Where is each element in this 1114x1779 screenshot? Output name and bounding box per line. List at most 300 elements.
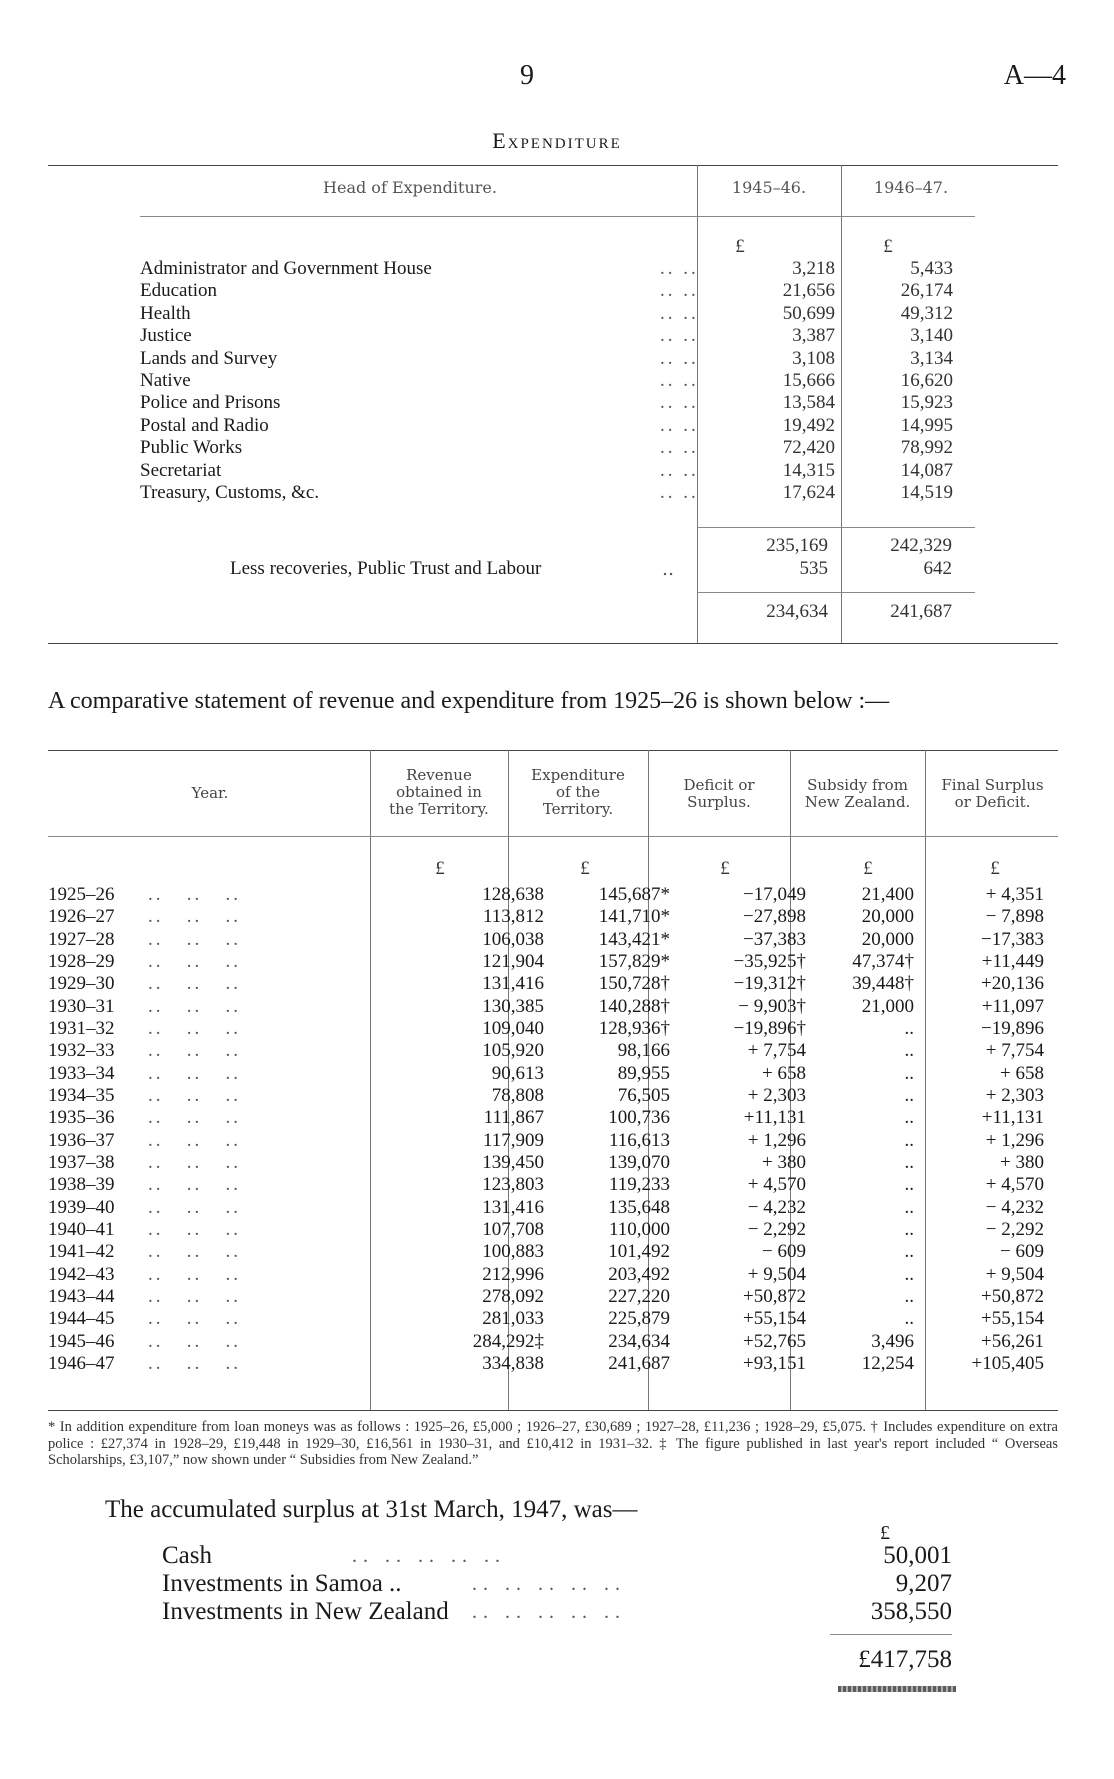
deficit-column-header [650,777,788,811]
final-surplus-cell: +56,261 [981,1330,1044,1352]
year-cell: 1939–40 [48,1196,115,1218]
comparative-row [48,1353,1058,1375]
value-1945-46: 3,387 [792,325,835,347]
leader-dots: .. .. .. [148,973,241,995]
expenditure-cell: 101,492 [608,1241,670,1263]
deficit-surplus-cell: +55,154 [743,1308,806,1330]
value-1945-46: 19,492 [782,414,835,436]
subsidy-column-header [792,777,923,811]
expenditure-row [140,258,1000,280]
revenue-cell: 100,883 [482,1241,544,1263]
less-recoveries-1945-46: 535 [799,558,828,579]
value-1946-47: 3,140 [910,325,953,347]
subsidy-cell: .. [904,1308,914,1330]
final-surplus-cell: +20,136 [981,973,1044,995]
value-1946-47: 14,087 [900,459,953,481]
leader-dots: .. .. [660,347,699,369]
header-line: the Territory. [389,800,489,818]
subsidy-cell: .. [904,1062,914,1084]
final-surplus-cell: + 9,504 [985,1263,1044,1285]
deficit-surplus-cell: −35,925† [733,950,806,972]
rule [48,643,1058,644]
leader-dots: .. .. .. [148,928,241,950]
header-line: obtained in [396,783,482,801]
header-line: Final Surplus [941,776,1044,794]
leader-dots: .. .. [660,392,699,414]
leader-dots: .. .. [660,302,699,324]
comparative-intro: A comparative statement of revenue and expenditure from 1925–26 is shown below :— [48,688,890,714]
final-surplus-cell: +11,131 [981,1107,1044,1129]
value-1946-47: 78,992 [900,437,953,459]
revenue-cell: 131,416 [482,1196,544,1218]
leader-dots: .. .. .. [148,884,241,905]
value-1946-47: 14,995 [900,414,953,436]
item-label: Investments in New Zealand [162,1598,449,1625]
leader-dots: .. .. .. [148,1330,241,1352]
subsidy-cell: 12,254 [861,1352,914,1374]
currency-symbol: £ [580,858,590,879]
comparative-row [48,1286,1058,1308]
leader-dots: .. .. [660,459,699,481]
item-label: Cash [162,1542,212,1569]
deficit-surplus-cell: + 2,303 [747,1084,806,1106]
year-cell: 1946–47 [48,1352,115,1374]
revenue-cell: 107,708 [482,1218,544,1240]
rule [140,216,975,217]
currency-symbol: £ [883,236,893,257]
header-line: Deficit or [683,776,755,794]
footnotes: * In addition expenditure from loan moneys was as follows : 1925–26, £5,000 ; 1926–27, £30,689 ; 1927–28, £11,236 ; 1928–29, £5,075. † Includes expenditure on extra police : £27,374 in 1928–29, £19,448 in 1929–30, £16,561 in 1930–31, and £10,412 in 1931–32. ‡ The figure published in last year's report included “ Overseas Scholarships, £3,107,” now shown under “ Subsidies from New Zealand.” [48,1419,1058,1468]
expenditure-cell: 145,687* [598,884,670,905]
subsidy-cell: 21,400 [861,884,914,905]
final-surplus-cell: +11,097 [981,995,1044,1017]
final-surplus-cell: − 4,232 [985,1196,1044,1218]
subsidy-cell: .. [904,1218,914,1240]
currency-symbol: £ [720,858,730,879]
comparative-row [48,1264,1058,1286]
rule [48,750,1058,751]
revenue-cell: 78,808 [491,1084,544,1106]
value-1945-46: 14,315 [782,459,835,481]
leader-dots: .. .. [660,437,699,459]
deficit-surplus-cell: −19,312† [733,973,806,995]
rule [48,836,1058,837]
leader-dots: .. .. [660,481,699,503]
value-1946-47: 15,923 [900,392,953,414]
expenditure-cell: 140,288† [598,995,670,1017]
revenue-cell: 139,450 [482,1151,544,1173]
final-surplus-cell: + 7,754 [985,1040,1044,1062]
final-surplus-cell: +105,405 [971,1352,1044,1374]
value-1945-46: 21,656 [782,280,835,302]
subsidy-cell: .. [904,1040,914,1062]
value-1945-46: 72,420 [782,437,835,459]
page-number: 9 [520,60,534,91]
header-line: or Deficit. [954,793,1031,811]
expenditure-head-column-header: Head of Expenditure. [323,178,497,197]
leader-dots: .. .. .. [148,1352,241,1374]
subsidy-cell: .. [904,1285,914,1307]
leader-dots: .. .. .. [148,1196,241,1218]
year-cell: 1934–35 [48,1084,115,1106]
expenditure-cell: 241,687 [608,1352,670,1374]
year-cell: 1940–41 [48,1218,115,1240]
comparative-row [48,973,1058,995]
rule [830,1634,952,1635]
expenditure-cell: 225,879 [608,1308,670,1330]
leader-dots: .. .. [660,369,699,391]
revenue-cell: 113,812 [482,906,544,928]
deficit-surplus-cell: −17,049 [743,884,806,905]
final-surplus-cell: −19,896 [981,1017,1044,1039]
value-1945-46: 17,624 [782,481,835,503]
item-value: 9,207 [895,1570,952,1597]
value-1946-47: 3,134 [910,347,953,369]
header-line: Surplus. [687,793,751,811]
accumulated-item [162,1542,952,1570]
subsidy-cell: .. [904,1084,914,1106]
year-cell: 1944–45 [48,1308,115,1330]
year-cell: 1938–39 [48,1174,115,1196]
expenditure-row [140,303,1000,325]
final-surplus-cell: + 1,296 [985,1129,1044,1151]
subsidy-cell: 39,448† [852,973,914,995]
leader-dots: .. .. .. [148,1263,241,1285]
deficit-surplus-cell: + 4,570 [747,1174,806,1196]
subsidy-cell: .. [904,1174,914,1196]
expenditure-title-text: Expenditure [492,128,622,153]
subtotal-1946-47: 242,329 [890,535,952,556]
expenditure-row [140,280,1000,302]
expenditure-cell: 89,955 [617,1062,670,1084]
expenditure-row [140,460,1000,482]
revenue-cell: 334,838 [482,1352,544,1374]
leader-dots: .. .. .. [148,1308,241,1330]
leader-dots: .. .. .. .. .. [472,1573,626,1595]
leader-dots: .. .. .. [148,1129,241,1151]
value-1946-47: 49,312 [900,302,953,324]
comparative-row [48,996,1058,1018]
subsidy-cell: .. [904,1241,914,1263]
revenue-cell: 212,996 [482,1263,544,1285]
less-recoveries-1946-47: 642 [923,558,952,579]
year-cell: 1935–36 [48,1107,115,1129]
year-cell: 1936–37 [48,1129,115,1151]
total-1945-46: 234,634 [766,601,828,622]
leader-dots: .. .. [660,325,699,347]
expenditure-head: Treasury, Customs, &c. [140,481,320,503]
expenditure-head: Native [140,369,191,391]
leader-dots: .. .. .. [148,1285,241,1307]
comparative-row [48,1063,1058,1085]
accumulated-item [162,1598,952,1626]
year-cell: 1929–30 [48,973,115,995]
item-value: 50,001 [883,1542,952,1569]
comparative-row [48,1331,1058,1353]
deficit-surplus-cell: − 609 [762,1241,806,1263]
revenue-cell: 284,292‡ [472,1330,544,1352]
deficit-surplus-cell: + 9,504 [747,1263,806,1285]
currency-symbol: £ [880,1522,890,1544]
revenue-cell: 90,613 [491,1062,544,1084]
leader-dots: .. .. [660,280,699,302]
leader-dots: .. .. [660,258,699,279]
deficit-surplus-cell: −19,896† [733,1017,806,1039]
deficit-surplus-cell: +11,131 [743,1107,806,1129]
expenditure-cell: 119,233 [608,1174,670,1196]
rule [48,1410,1058,1411]
leader-dots: .. .. .. [148,950,241,972]
revenue-cell: 111,867 [483,1107,544,1129]
leader-dots: .. .. .. [148,1218,241,1240]
leader-dots: .. .. .. [148,1151,241,1173]
year-column-header: 1945–46. [731,178,807,197]
final-surplus-cell: +50,872 [981,1285,1044,1307]
accumulated-surplus-intro: The accumulated surplus at 31st March, 1947, was— [105,1496,638,1523]
comparative-row [48,1241,1058,1263]
revenue-cell: 109,040 [482,1017,544,1039]
final-surplus-cell: + 4,570 [985,1174,1044,1196]
expenditure-head: Lands and Survey [140,347,278,369]
deficit-surplus-cell: + 1,296 [747,1129,806,1151]
deficit-surplus-cell: +93,151 [743,1352,806,1374]
currency-symbol: £ [735,236,745,257]
less-recoveries-leader: .. [662,558,675,580]
leader-dots: .. .. .. .. .. [352,1545,506,1567]
comparative-row [48,1174,1058,1196]
deficit-surplus-cell: − 4,232 [747,1196,806,1218]
deficit-surplus-cell: + 7,754 [747,1040,806,1062]
expenditure-row [140,370,1000,392]
revenue-cell: 131,416 [482,973,544,995]
final-surplus-cell: + 658 [1000,1062,1044,1084]
expenditure-head: Postal and Radio [140,414,269,436]
expenditure-head: Secretariat [140,459,222,481]
expenditure-head: Health [140,302,191,324]
comparative-row [48,1308,1058,1330]
year-cell: 1930–31 [48,995,115,1017]
header-line: New Zealand. [804,793,911,811]
subtotal-1945-46: 235,169 [766,535,828,556]
item-value: 358,550 [870,1598,952,1625]
rule [48,165,1058,166]
final-surplus-cell: − 609 [1000,1241,1044,1263]
revenue-cell: 105,920 [482,1040,544,1062]
comparative-row [48,1107,1058,1129]
leader-dots: .. .. .. [148,1084,241,1106]
expenditure-cell: 141,710* [598,906,670,928]
accumulated-total: £417,758 [858,1646,952,1673]
expenditure-row [140,325,1000,347]
expenditure-cell: 139,070 [608,1151,670,1173]
year-cell: 1928–29 [48,950,115,972]
expenditure-cell: 98,166 [617,1040,670,1062]
expenditure-cell: 150,728† [598,973,670,995]
revenue-cell: 130,385 [482,995,544,1017]
value-1945-46: 50,699 [782,302,835,324]
final-surplus-cell: +11,449 [981,950,1044,972]
deficit-surplus-cell: −27,898 [743,906,806,928]
final-surplus-cell: −17,383 [981,928,1044,950]
comparative-row [48,1040,1058,1062]
comparative-rows [48,884,1058,1375]
year-cell: 1927–28 [48,928,115,950]
expenditure-cell: 203,492 [608,1263,670,1285]
header-line: Territory. [542,800,614,818]
expenditure-cell: 76,505 [617,1084,670,1106]
value-1946-47: 5,433 [910,258,953,279]
final-column-header [927,777,1058,811]
subsidy-cell: 20,000 [861,928,914,950]
expenditure-cell: 135,648 [608,1196,670,1218]
currency-symbol: £ [435,858,445,879]
expenditure-cell: 128,936† [598,1017,670,1039]
subsidy-cell: 20,000 [861,906,914,928]
deficit-surplus-cell: +50,872 [743,1285,806,1307]
comparative-row [48,951,1058,973]
total-1946-47: 241,687 [890,601,952,622]
expenditure-head: Administrator and Government House [140,258,432,279]
year-cell: 1932–33 [48,1040,115,1062]
header-line: of the [556,783,600,801]
year-cell: 1931–32 [48,1017,115,1039]
expenditure-cell: 100,736 [608,1107,670,1129]
header-line: Revenue [406,766,472,784]
deficit-surplus-cell: − 9,903† [738,995,806,1017]
subsidy-cell: .. [904,1263,914,1285]
leader-dots: .. .. .. [148,1040,241,1062]
leader-dots: .. .. .. [148,995,241,1017]
expenditure-cell: 116,613 [608,1129,670,1151]
revenue-cell: 117,909 [482,1129,544,1151]
comparative-row [48,906,1058,928]
final-surplus-cell: +55,154 [981,1308,1044,1330]
year-cell: 1933–34 [48,1062,115,1084]
value-1945-46: 13,584 [782,392,835,414]
leader-dots: .. .. .. [148,1241,241,1263]
printer-mark [838,1686,956,1692]
revenue-cell: 278,092 [482,1285,544,1307]
year-cell: 1943–44 [48,1285,115,1307]
comparative-row [48,1219,1058,1241]
revenue-cell: 128,638 [482,884,544,905]
currency-symbol: £ [863,858,873,879]
leader-dots: .. .. .. [148,1174,241,1196]
expenditure-head: Justice [140,325,192,347]
final-surplus-cell: − 7,898 [985,906,1044,928]
year-cell: 1945–46 [48,1330,115,1352]
rule [697,527,975,528]
value-1946-47: 26,174 [900,280,953,302]
value-1945-46: 3,218 [792,258,835,279]
deficit-surplus-cell: +52,765 [743,1330,806,1352]
expenditure-cell: 143,421* [598,928,670,950]
subsidy-cell: 47,374† [852,950,914,972]
expenditure-row [140,437,1000,459]
value-1946-47: 14,519 [900,481,953,503]
subsidy-cell: .. [904,1107,914,1129]
revenue-column-header [372,767,506,818]
expenditure-row [140,348,1000,370]
final-surplus-cell: − 2,292 [985,1218,1044,1240]
final-surplus-cell: + 4,351 [985,884,1044,905]
value-1946-47: 16,620 [900,369,953,391]
expenditure-cell: 234,634 [608,1330,670,1352]
accumulated-item [162,1570,952,1598]
revenue-cell: 106,038 [482,928,544,950]
subsidy-cell: .. [904,1129,914,1151]
leader-dots: .. .. .. .. .. [472,1601,626,1623]
deficit-surplus-cell: − 2,292 [747,1218,806,1240]
expenditure-cell: 157,829* [598,950,670,972]
expenditure-head: Public Works [140,437,243,459]
expenditure-row [140,415,1000,437]
leader-dots: .. .. .. [148,1107,241,1129]
revenue-cell: 123,803 [482,1174,544,1196]
header-line: Subsidy from [807,776,908,794]
year-cell: 1937–38 [48,1151,115,1173]
document-reference: A—4 [1003,60,1066,91]
subsidy-cell: 3,496 [871,1330,914,1352]
revenue-cell: 281,033 [482,1308,544,1330]
final-surplus-cell: + 380 [1000,1151,1044,1173]
leader-dots: .. .. .. [148,1017,241,1039]
less-recoveries-label: Less recoveries, Public Trust and Labour [230,558,542,579]
deficit-surplus-cell: + 380 [762,1151,806,1173]
expenditure-title [0,128,1114,154]
year-cell: 1925–26 [48,884,115,905]
expenditure-cell: 110,000 [608,1218,670,1240]
comparative-row [48,1197,1058,1219]
expenditure-head: Police and Prisons [140,392,281,414]
comparative-row [48,1085,1058,1107]
expenditure-row [140,482,1000,504]
year-column-header: Year. [191,784,229,802]
comparative-row [48,929,1058,951]
comparative-row [48,884,1058,906]
subsidy-cell: 21,000 [861,995,914,1017]
subsidy-cell: .. [904,1196,914,1218]
currency-symbol: £ [990,858,1000,879]
rule [697,592,975,593]
value-1945-46: 15,666 [782,369,835,391]
deficit-surplus-cell: −37,383 [743,928,806,950]
year-column-header: 1946–47. [873,178,949,197]
value-1945-46: 3,108 [792,347,835,369]
comparative-row [48,1152,1058,1174]
final-surplus-cell: + 2,303 [985,1084,1044,1106]
comparative-row [48,1130,1058,1152]
expenditure-cell: 227,220 [608,1285,670,1307]
year-cell: 1926–27 [48,906,115,928]
expenditure-column-header [510,767,646,818]
year-cell: 1941–42 [48,1241,115,1263]
leader-dots: .. .. .. [148,906,241,928]
comparative-row [48,1018,1058,1040]
accumulated-items [162,1542,952,1626]
expenditure-row [140,392,1000,414]
item-label: Investments in Samoa .. [162,1570,402,1597]
expenditure-rows [140,258,1000,504]
header-line: Expenditure [531,766,625,784]
subsidy-cell: .. [904,1151,914,1173]
leader-dots: .. .. [660,414,699,436]
deficit-surplus-cell: + 658 [762,1062,806,1084]
expenditure-head: Education [140,280,218,302]
subsidy-cell: .. [904,1017,914,1039]
leader-dots: .. .. .. [148,1062,241,1084]
year-cell: 1942–43 [48,1263,115,1285]
